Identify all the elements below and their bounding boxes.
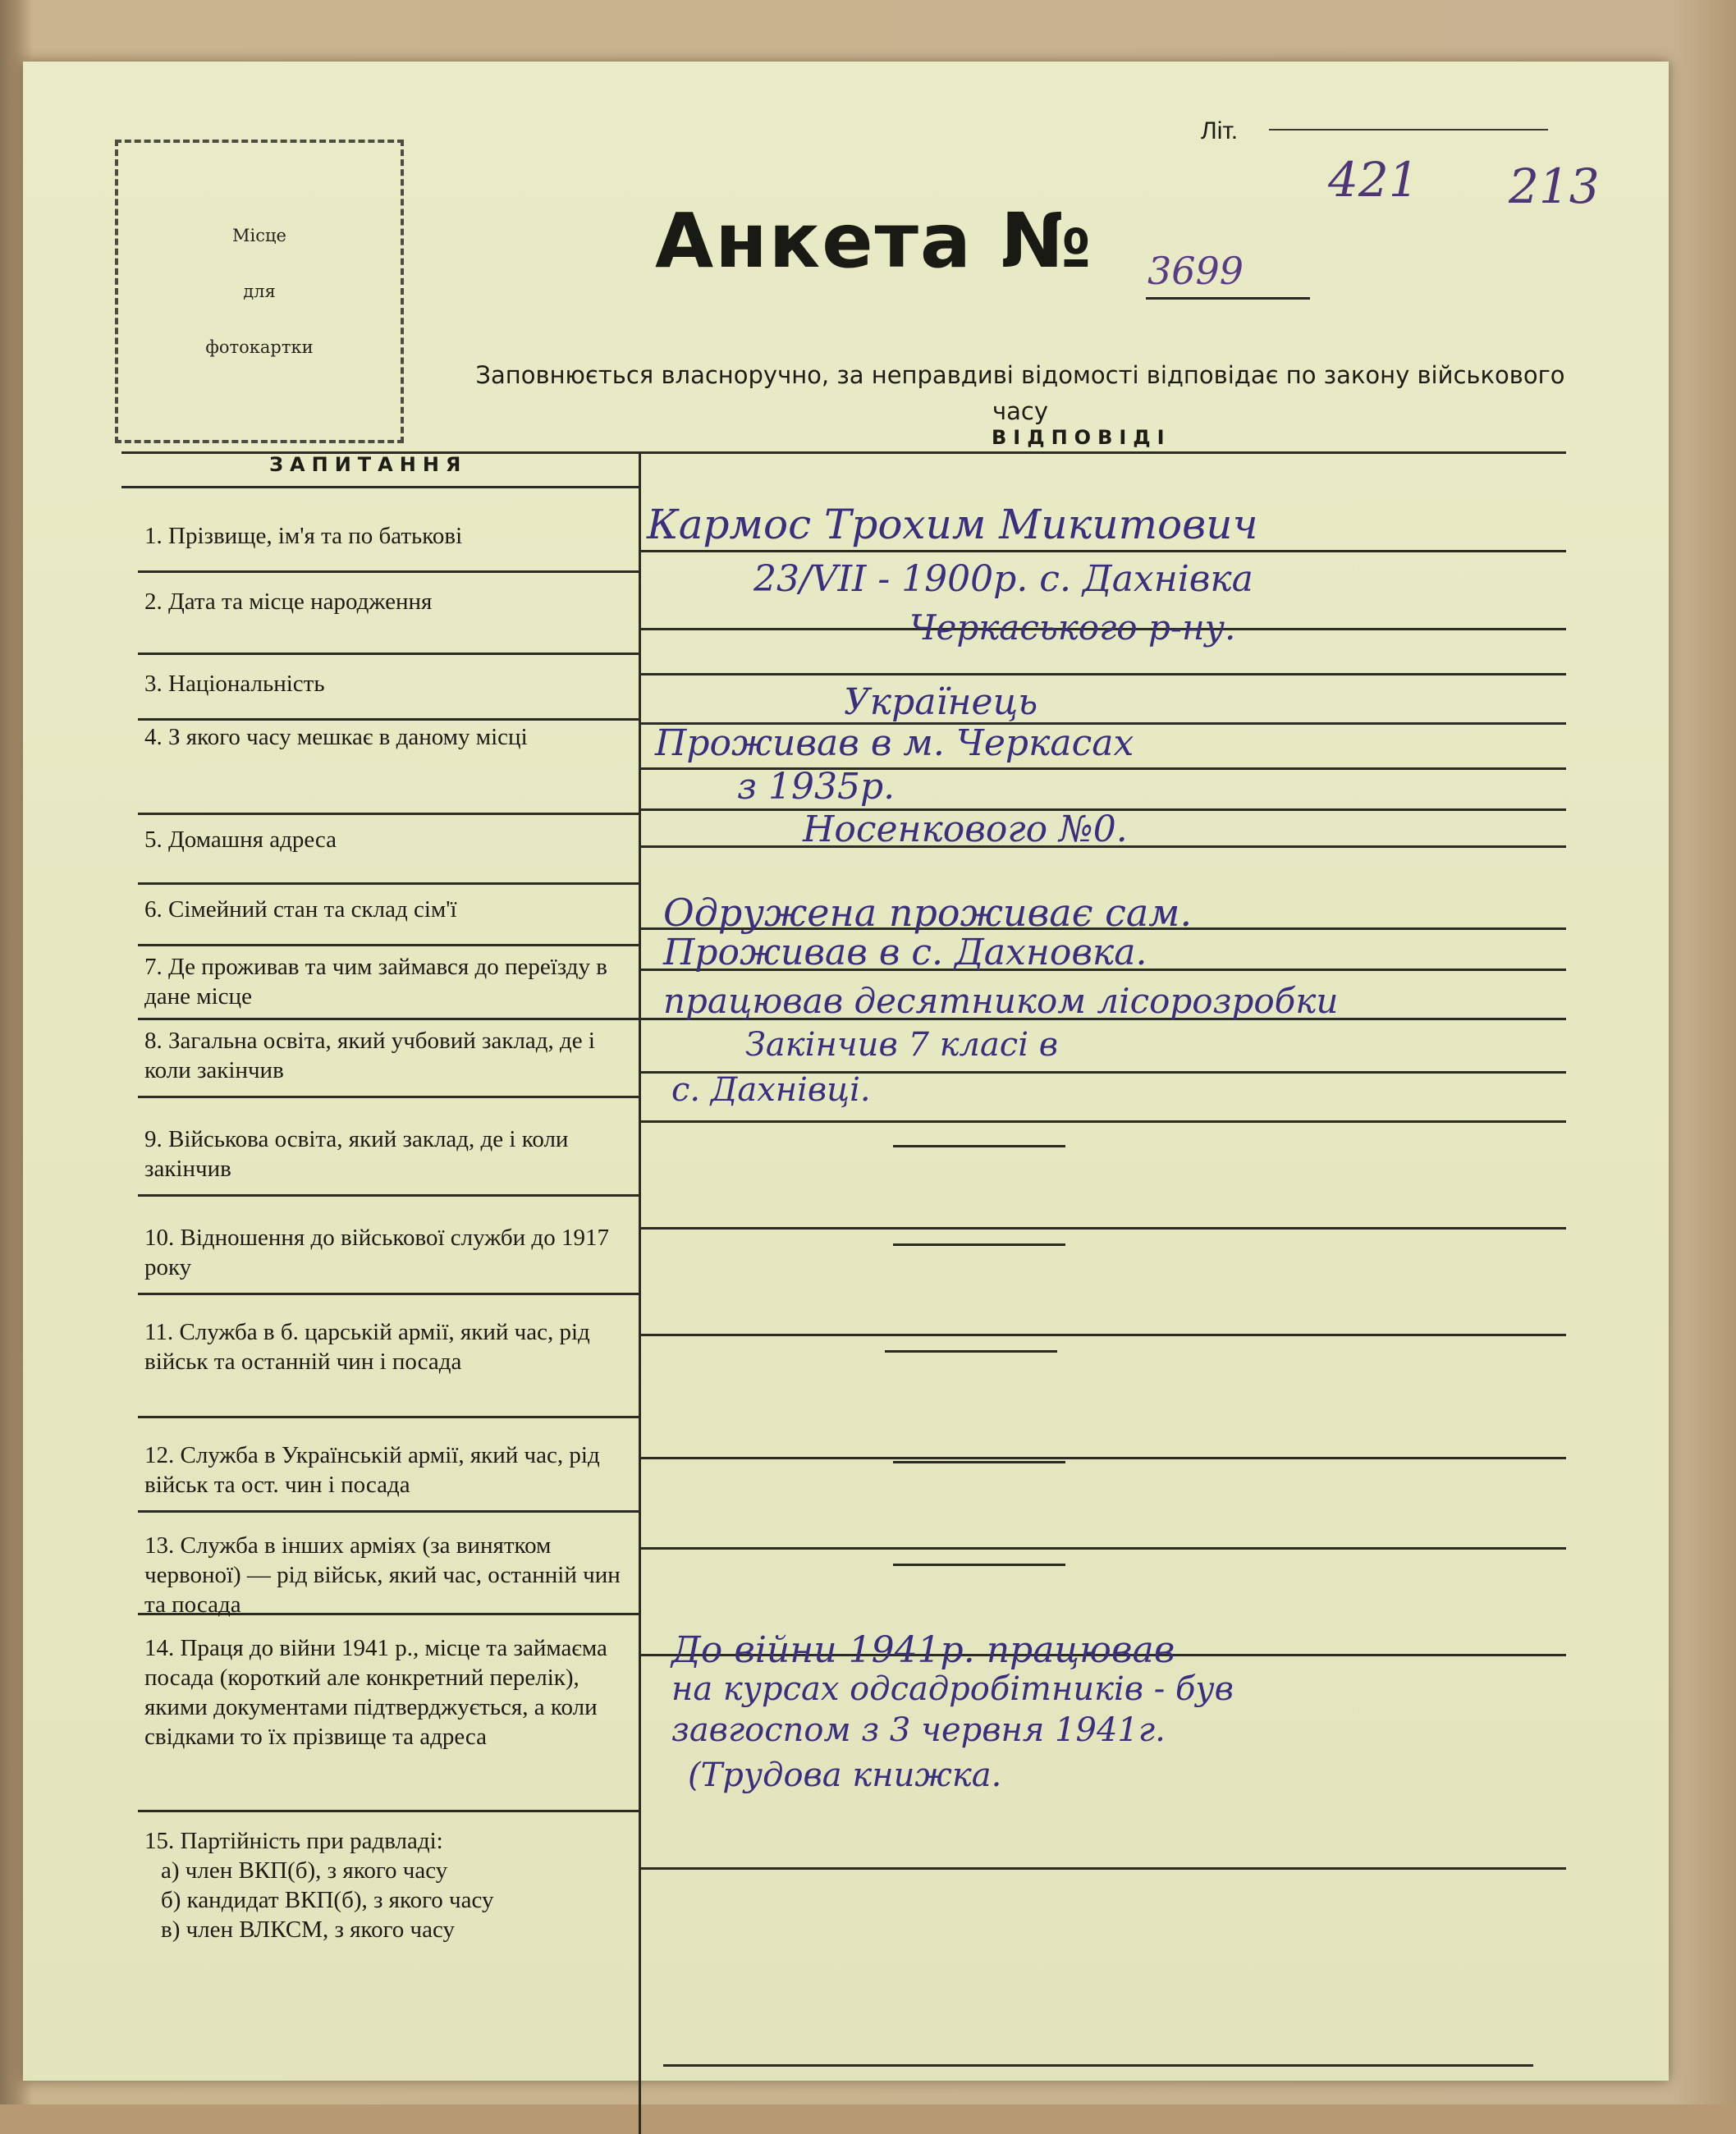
- q-line-2: [138, 653, 639, 655]
- question-2: [144, 587, 637, 616]
- question-15-sub-a: а) член ВКП(б), з якого часу: [161, 1857, 448, 1884]
- answer-line-12: [639, 1547, 1566, 1550]
- answer-10-dash: [893, 1243, 1065, 1246]
- question-4-num: 4.: [144, 724, 163, 750]
- question-1-num: 1.: [144, 523, 163, 549]
- q-line-3: [138, 718, 639, 721]
- q-line-4: [138, 813, 639, 815]
- question-11-num: 11.: [144, 1319, 174, 1345]
- question-10-num: 10.: [144, 1225, 175, 1251]
- answer-2-line-2: Черкаського р-ну.: [909, 607, 1236, 648]
- question-11: [144, 1317, 637, 1376]
- answer-14-line-2: на курсах одсадробітників - був: [671, 1670, 1234, 1708]
- question-6-num: 6.: [144, 896, 163, 923]
- question-8-num: 8.: [144, 1028, 163, 1054]
- q-line-14: [138, 1810, 639, 1812]
- question-15-sub-b: б) кандидат ВКП(б), з якого часу: [161, 1887, 494, 1913]
- answer-14-line-1: До війни 1941р. працював: [671, 1629, 1175, 1671]
- q-line-9: [138, 1194, 639, 1197]
- answer-5: Носенкового №0.: [803, 808, 1128, 850]
- question-12-num: 12.: [144, 1442, 175, 1468]
- q-line-5: [138, 882, 639, 885]
- question-14-text: Праця до війни 1941 р., місце та займаєма посада (короткий але конкретний перелік), якими документами підтверджується, а коли свідками то їх прізвище та адреса: [144, 1635, 607, 1750]
- question-13: [144, 1531, 645, 1619]
- photo-text-1: Місце: [232, 226, 286, 245]
- answer-line-11: [639, 1457, 1566, 1459]
- answer-1: Кармос Трохим Микитович: [647, 501, 1258, 548]
- question-15-num: 15.: [144, 1828, 175, 1854]
- question-15-sub-c: в) член ВЛКСМ, з якого часу: [161, 1916, 455, 1943]
- answer-4-line-1: Проживав в м. Черкасах: [655, 722, 1134, 764]
- question-4: [144, 722, 588, 752]
- answer-8-line-1: Закінчив 7 класі в: [745, 1026, 1058, 1064]
- question-15-text: Партійність при радвладі:: [180, 1828, 443, 1854]
- answer-line-14: [639, 1867, 1566, 1870]
- question-12-text: Служба в Українській армії, який час, рід військ та ост. чин і посада: [144, 1442, 600, 1498]
- question-9: [144, 1124, 637, 1184]
- question-13-num: 13.: [144, 1532, 175, 1559]
- answer-11-dash: [885, 1350, 1057, 1353]
- answer-7-line-1: Проживав в с. Дахновка.: [663, 932, 1147, 973]
- answer-7-line-2: працював десятником лісорозробки: [663, 981, 1339, 1021]
- question-2-num: 2.: [144, 588, 163, 615]
- answer-line-15: [663, 2064, 1533, 2067]
- answer-line-1: [639, 550, 1566, 552]
- question-5: [144, 825, 637, 854]
- question-14-num: 14.: [144, 1635, 175, 1661]
- q-line-7: [138, 1018, 639, 1020]
- question-5-text: Домашня адреса: [168, 827, 337, 853]
- column-header-answers: ВІДПОВІДІ: [992, 426, 1171, 449]
- question-8-text: Загальна освіта, який учбовий заклад, де і коли закінчив: [144, 1028, 595, 1083]
- question-7-text: Де проживав та чим займався до переїзду в дане місце: [144, 954, 607, 1010]
- answer-2-line-1: 23/VII - 1900р. с. Дахнівка: [753, 558, 1253, 600]
- lit-label: Літ.: [1201, 117, 1239, 144]
- answer-9-dash: [893, 1145, 1065, 1147]
- questionnaire-sheet: [23, 62, 1669, 2081]
- q-line-8: [138, 1096, 639, 1098]
- q-line-1: [138, 570, 639, 573]
- answer-4-line-2: з 1935р.: [737, 766, 895, 808]
- answer-line-9: [639, 1227, 1566, 1230]
- answer-13-dash: [893, 1564, 1065, 1566]
- photo-text-3: фотокартки: [205, 337, 314, 357]
- answer-6: Одружена проживає сам.: [663, 891, 1193, 935]
- question-10: [144, 1223, 637, 1282]
- archive-mark-1: 421: [1328, 152, 1419, 208]
- lit-blank-line: [1269, 129, 1548, 131]
- question-1: [144, 521, 637, 551]
- form-number: 3699: [1147, 249, 1244, 293]
- question-10-text: Відношення до військової служби до 1917 року: [144, 1225, 609, 1280]
- answer-3: Українець: [844, 681, 1038, 723]
- q-line-10: [138, 1293, 639, 1295]
- question-6-text: Сімейний стан та склад сім'ї: [168, 896, 457, 923]
- question-11-text: Служба в б. царській армії, який час, рід військ та останній чин і посада: [144, 1319, 590, 1375]
- question-12: [144, 1440, 645, 1500]
- q-line-12: [138, 1510, 639, 1513]
- question-15: [144, 1826, 645, 1944]
- photo-text-2: для: [243, 282, 276, 301]
- question-8: [144, 1026, 637, 1085]
- question-14: [144, 1633, 645, 1752]
- answer-line-2b: [639, 673, 1566, 675]
- q-line-6: [138, 944, 639, 946]
- form-title: Анкета №: [655, 197, 1093, 285]
- question-6: [144, 895, 637, 924]
- answer-14-line-4: (Трудова книжка.: [688, 1756, 1002, 1794]
- answer-8-line-2: с. Дахнівці.: [671, 1071, 871, 1109]
- header-bottom-line-left: [121, 486, 639, 488]
- question-4-text: З якого часу мешкає в даному місці: [168, 724, 528, 750]
- question-5-num: 5.: [144, 827, 163, 853]
- archive-mark-2: 213: [1509, 158, 1600, 214]
- answer-12-dash: [893, 1461, 1065, 1463]
- question-7: [144, 952, 621, 1011]
- photo-placeholder: [115, 140, 404, 443]
- question-1-text: Прізвище, ім'я та по батькові: [168, 523, 463, 549]
- question-3-text: Національність: [168, 671, 325, 697]
- answer-line-8b: [639, 1120, 1566, 1123]
- question-13-text: Служба в інших арміях (за винятком червоної) — рід військ, який час, останній чин та посада: [144, 1532, 621, 1618]
- q-line-11: [138, 1416, 639, 1418]
- column-header-questions: ЗАПИТАННЯ: [269, 453, 468, 476]
- form-number-underline: [1146, 297, 1310, 300]
- question-3: [144, 669, 637, 698]
- question-9-num: 9.: [144, 1126, 163, 1152]
- answer-line-10: [639, 1334, 1566, 1336]
- question-2-text: Дата та місце народження: [168, 588, 433, 615]
- question-3-num: 3.: [144, 671, 163, 697]
- question-9-text: Військова освіта, який заклад, де і коли закінчив: [144, 1126, 569, 1182]
- question-7-num: 7.: [144, 954, 163, 980]
- instruction-text: Заповнюється власноручно, за неправдиві відомості відповідає по закону військового часу: [475, 361, 1565, 425]
- answer-14-line-3: завгоспом з 3 червня 1941г.: [671, 1711, 1166, 1749]
